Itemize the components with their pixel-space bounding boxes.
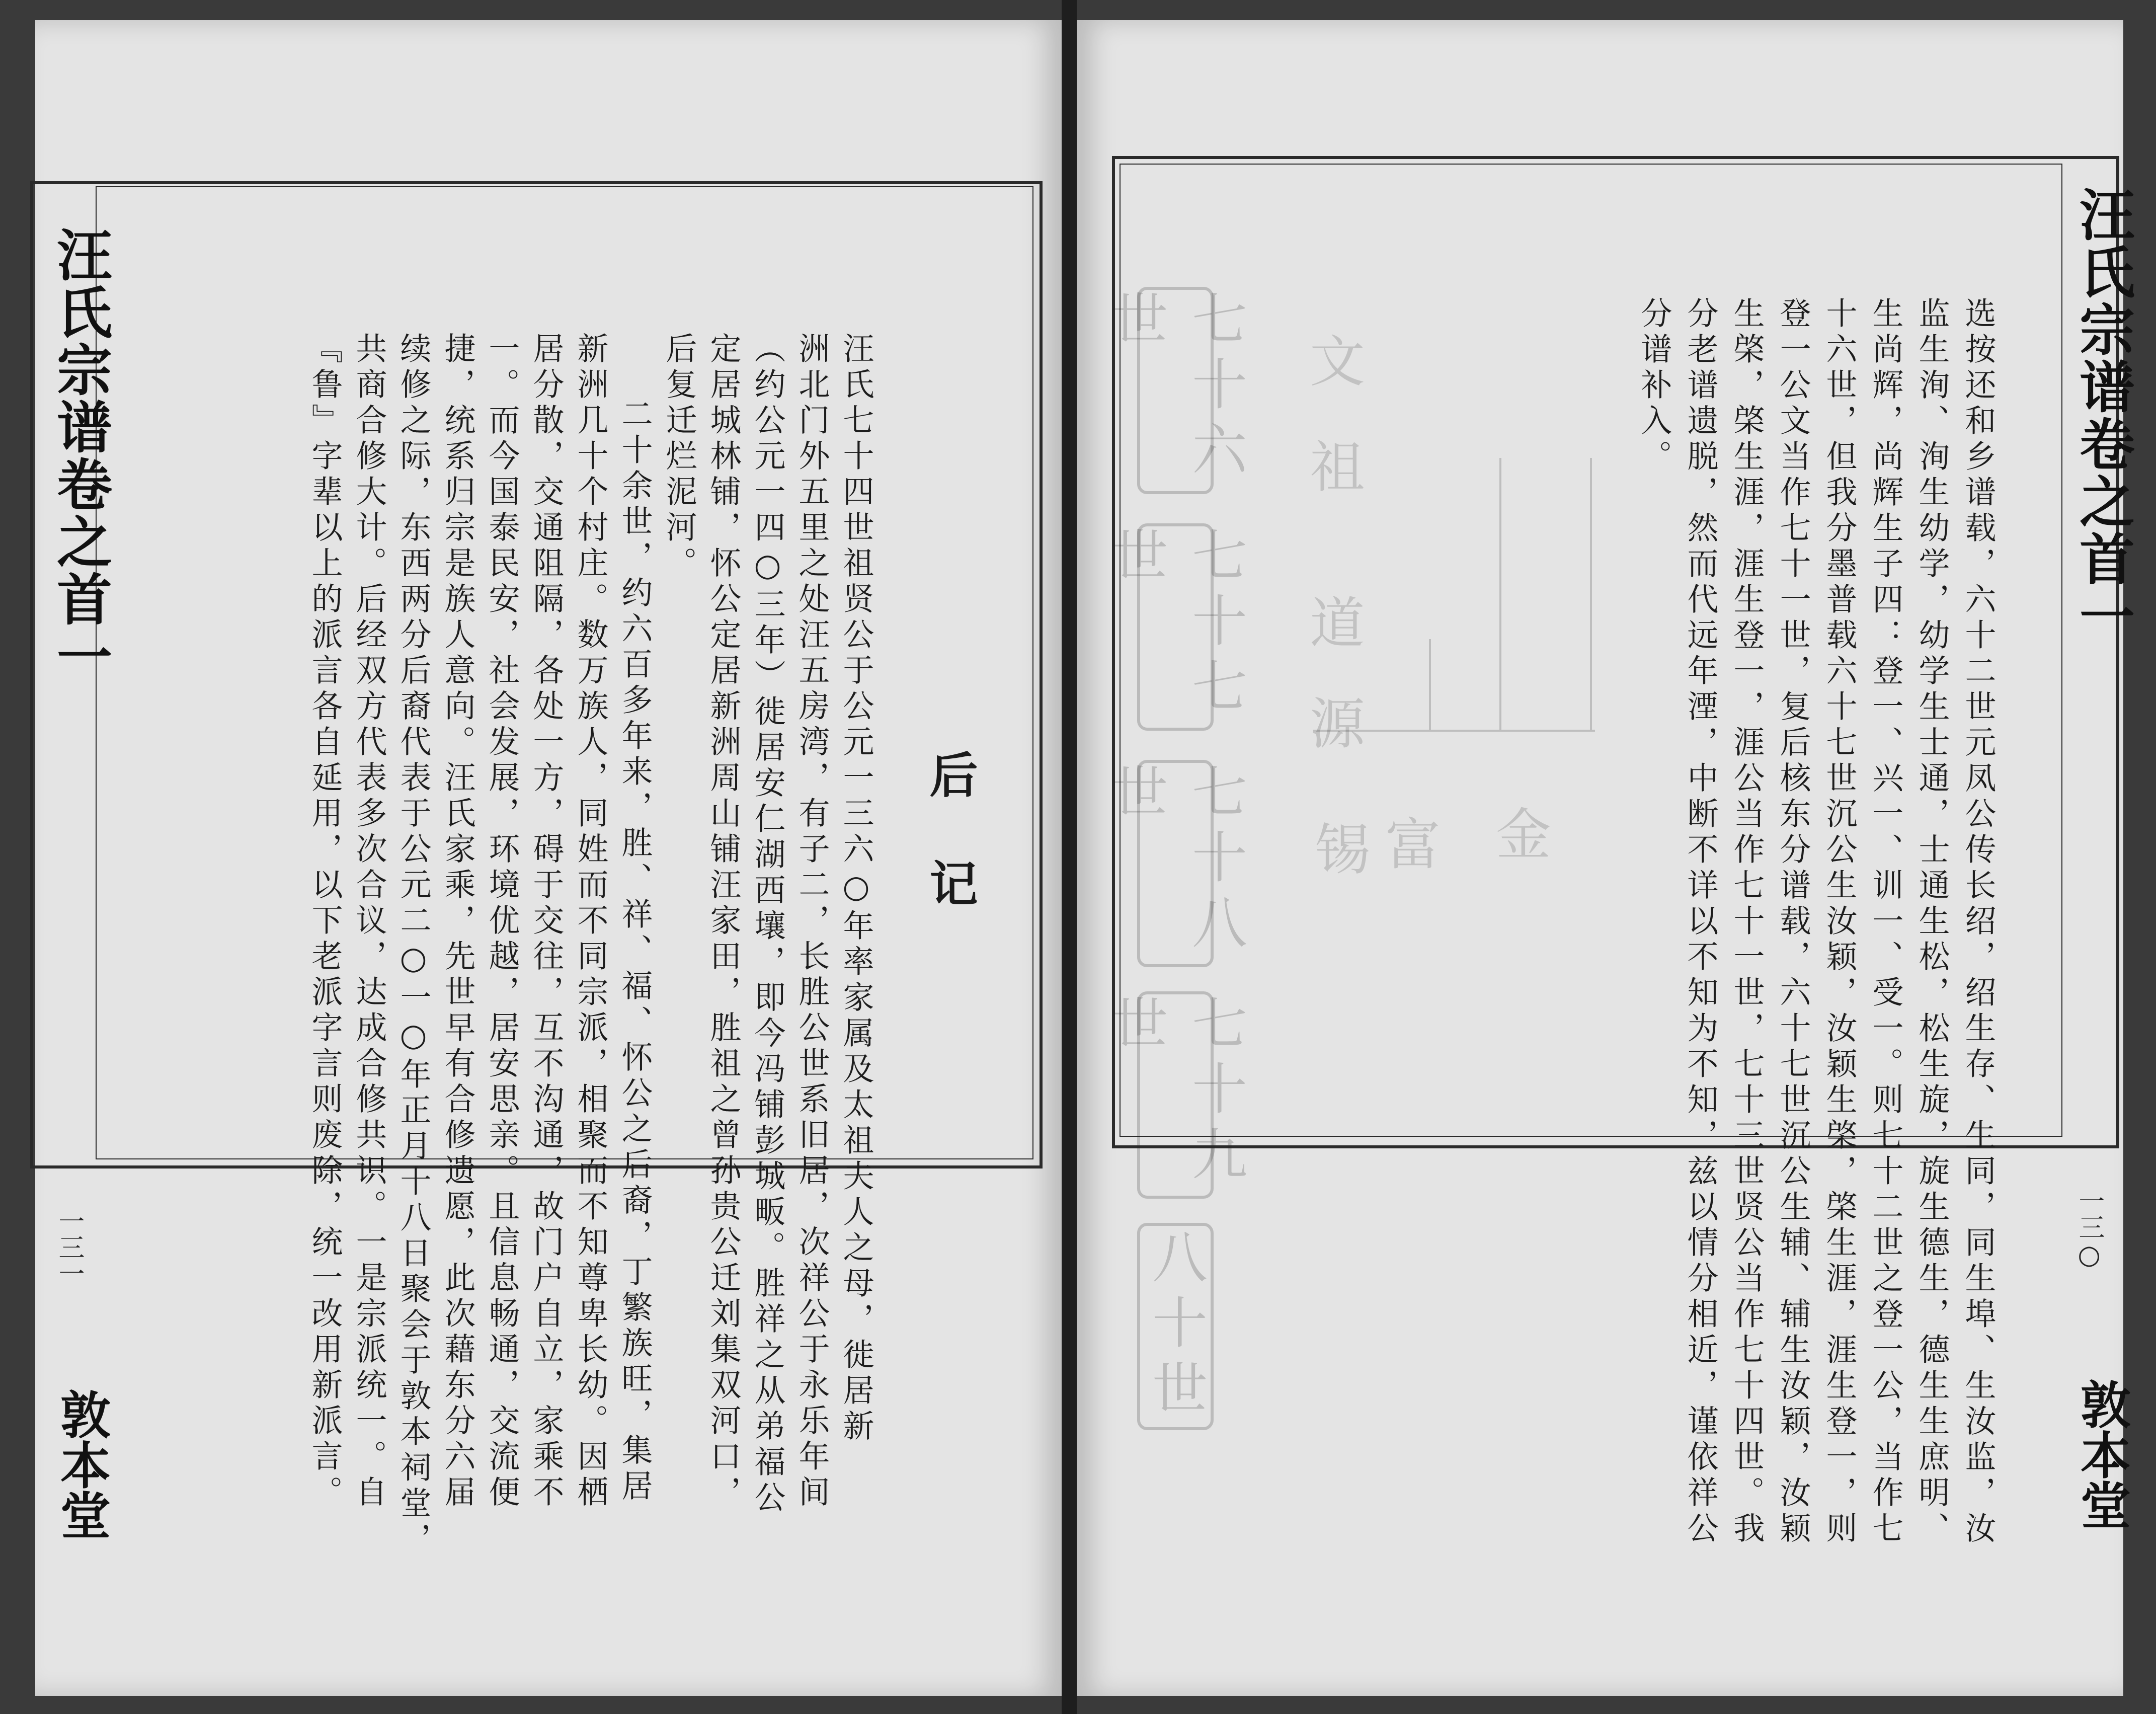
left-page-number: 一三一: [54, 1208, 84, 1286]
ghost-name: 金: [1487, 805, 1551, 861]
left-text-column: 定居城林铺，怀公定居新洲周山铺汪家田，胜祖之曾孙贵公迁刘集双河口，: [705, 332, 742, 1511]
right-text-column: 十六世，但我分墨普载六十七世沉公生汝颖，汝颖生棨，棨生涯，涯生登一，则: [1821, 297, 1858, 1547]
right-page-number: 一三○: [2074, 1188, 2104, 1270]
left-text-column: 二十余世，约六百多年来，胜、祥、福、怀公之后裔，丁繁族旺，集居: [616, 398, 653, 1505]
ghost-name: 文: [1301, 332, 1365, 387]
right-text-column: 生棨，棨生涯，涯生登一，涯公当作七十一世，七十三世贤公当作七十四世。我: [1728, 297, 1765, 1547]
left-inner-frame: [96, 186, 1033, 1159]
ghost-name: 锡: [1306, 820, 1370, 876]
left-text-column: 续修之际，东西两分后裔代表于公元二○一○年正月十八日聚会于敦本祠堂，: [395, 332, 432, 1558]
ghost-generation-box: 七十八世: [1137, 760, 1214, 967]
book-spine: [1062, 0, 1077, 1714]
ghost-generation-box: 七十七世: [1137, 523, 1214, 731]
ghost-tree-line: [1590, 458, 1592, 730]
ghost-name: 富: [1376, 815, 1441, 871]
ghost-tree-line: [1499, 458, 1501, 730]
right-text-column: 选按还和乡谱载，六十二世元凤公传长绍，绍生存、生同，同生埠、生汝监，汝: [1960, 297, 1997, 1547]
left-text-column: 共商合修大计。后经双方代表多次合议，达成合修共识。一是宗派统一。自: [351, 332, 387, 1511]
left-hall-name: 敦本堂: [52, 1389, 111, 1540]
left-page: [35, 20, 1062, 1696]
ghost-name: 源: [1301, 694, 1365, 750]
right-text-column: 监生洵、洵生幼学，幼学生士通，士通生松，松生旋，旋生德生，德生生庶明、: [1913, 297, 1950, 1547]
left-text-column: 洲北门外五里之处汪五房湾，有子二，长胜公世系旧居，次祥公于永乐年间: [793, 332, 830, 1511]
right-text-column: 分老谱遗脱，然而代远年湮，中断不详以不知为不知，兹以情分相近，谨依祥公: [1682, 297, 1719, 1547]
afterword-heading: 后记: [922, 750, 979, 967]
right-page: [1077, 20, 2135, 1696]
ghost-name: 祖: [1301, 438, 1365, 493]
left-title: 汪氏宗谱卷之首一: [48, 226, 113, 685]
right-text-column: 登一公文当作七十一世，复后核东分谱载，六十七世沉公生辅、辅生汝颖，汝颖: [1775, 297, 1811, 1547]
right-text-column: 生尚辉，尚辉生子四：登一、兴一、训一、受一。则七十二世之登一公，当作七: [1867, 297, 1904, 1547]
ghost-generation-box: 七十九世: [1137, 991, 1214, 1199]
ghost-generation-box: 七十六世: [1137, 287, 1214, 494]
left-text-column: 『鲁』字辈以上的派言各自延用，以下老派字言则废除，统一改用新派言。: [306, 332, 343, 1511]
ghost-generation-box: 八十世: [1137, 1223, 1214, 1430]
right-hall-name: 敦本堂: [2072, 1379, 2131, 1530]
ghost-tree-line: [1429, 639, 1431, 730]
left-text-column: 居分散，交通阻隔，各处一方，碍于交往，互不沟通，故门户自立，家乘不: [528, 332, 565, 1511]
right-title: 汪氏宗谱卷之首一: [2070, 186, 2135, 645]
left-text-column: 汪氏七十四世祖贤公于公元一三六○年率家属及太祖夫人之母，徙居新: [838, 332, 874, 1445]
left-text-column: 捷，统系归宗是族人意向。汪氏家乘，先世早有合修遗愿，此次藉东分六届: [439, 332, 476, 1511]
left-text-column: 一。而今国泰民安，社会发展，环境优越，居安思亲。且信息畅通，交流便: [484, 332, 520, 1511]
left-text-column: 后复迁烂泥河。: [661, 332, 697, 582]
left-text-column: 新洲几十个村庄。数万族人，同姓而不同宗派，相聚而不知尊卑长幼。因栖: [572, 332, 609, 1511]
right-text-column: 分谱补入。: [1636, 297, 1672, 476]
left-text-column: （约公元一四○三年）徙居安仁湖西壤，即今冯铺彭城畈。胜祥之从弟福公: [749, 332, 786, 1517]
ghost-name: 道: [1301, 594, 1365, 649]
